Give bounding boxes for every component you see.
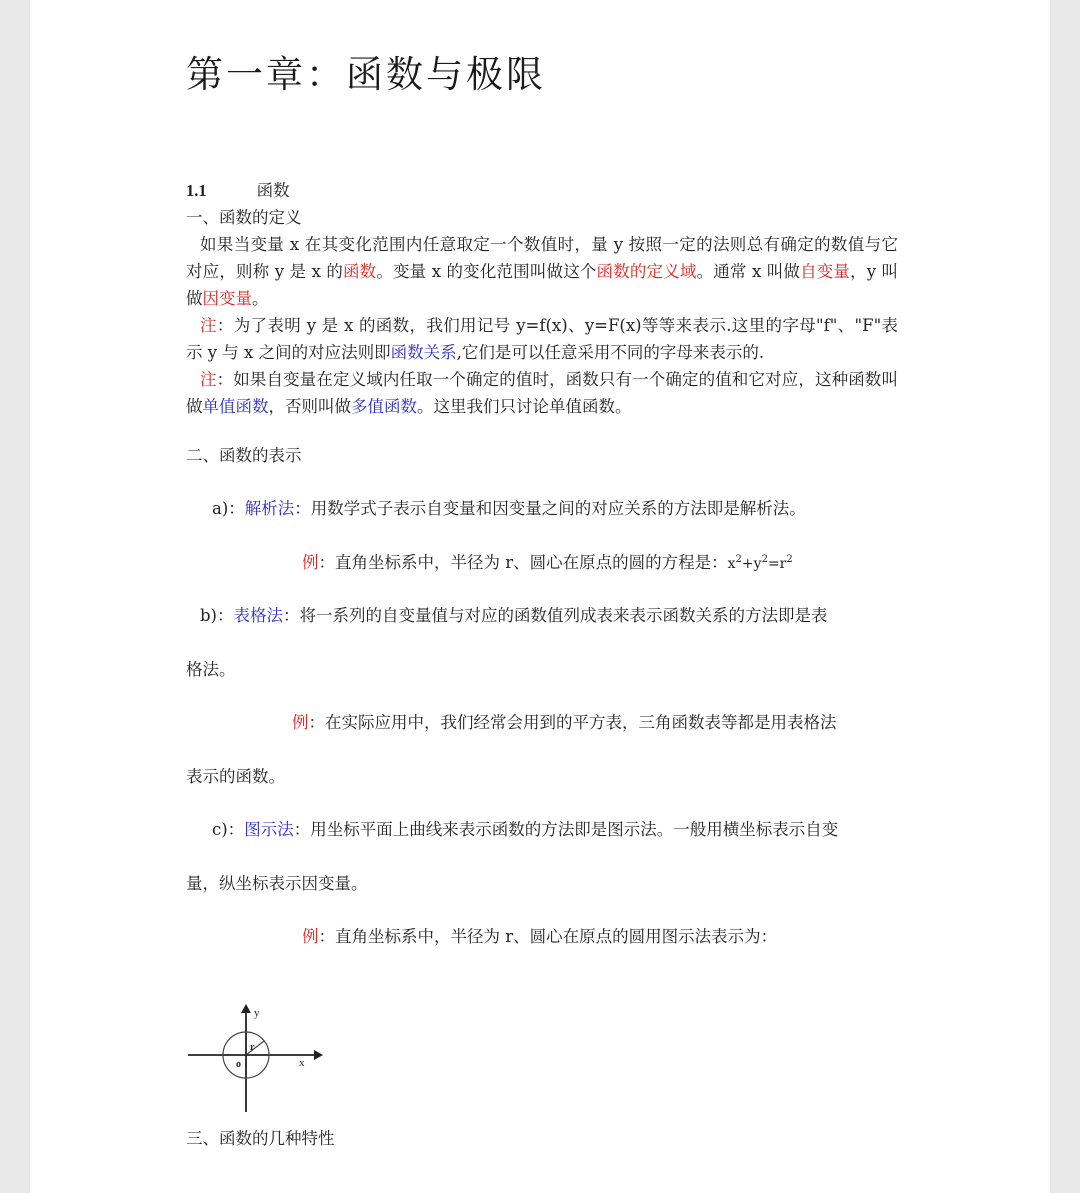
x-axis-label: x: [299, 1057, 305, 1069]
method-table-continued: 格法。: [186, 660, 236, 679]
example-graphic: 例：直角坐标系中，半径为 r、圆心在原点的圆用图示法表示为：: [302, 927, 778, 946]
document-page: [30, 0, 1050, 1193]
term-analytic-method: 解析法: [244, 499, 295, 518]
term-dependent-variable: 因变量: [202, 289, 252, 308]
method-graphic-continued: 量，纵坐标表示因变量。: [186, 874, 368, 893]
radius-label: r: [250, 1042, 255, 1053]
definition-heading: 一、函数的定义: [186, 208, 302, 227]
example-label: 例: [302, 553, 319, 572]
note-label: 注: [200, 370, 217, 389]
section-heading: [186, 177, 290, 204]
origin-label: o: [236, 1059, 241, 1070]
properties-heading: 三、函数的几种特性: [186, 1129, 335, 1148]
term-domain: 函数的定义域: [596, 262, 697, 281]
section-number: 1.1: [186, 181, 207, 200]
y-axis-label: y: [254, 1007, 260, 1019]
y-axis-arrow: [241, 1004, 251, 1013]
example-table-continued: 表示的函数。: [186, 767, 285, 786]
example-analytic: 例：直角坐标系中，半径为 r、圆心在原点的圆的方程是：$x^2+y^2=r^2$: [302, 553, 793, 572]
term-function: 函数: [343, 262, 377, 281]
example-label: 例: [302, 927, 319, 946]
term-independent-variable: 自变量: [800, 262, 851, 281]
term-single-valued: 单值函数: [202, 397, 269, 416]
note-label: 注: [200, 316, 217, 335]
radius-line: [246, 1041, 264, 1055]
method-analytic: a)：解析法：用数学式子表示自变量和因变量之间的对应关系的方法即是解析法。: [212, 499, 806, 518]
representation-heading: 二、函数的表示: [186, 446, 302, 465]
definition-paragraph: 如果当变量 x 在其变化范围内任意取定一个数值时，量 y 按照一定的法则总有确定的数值与它对应，则称 y 是 x 的函数。变量 x 的变化范围叫做这个函数的定义域。通常 x 叫做自变量，y 叫做因变量。: [186, 235, 899, 308]
chapter-title: 第一章：函数与极限: [186, 53, 546, 96]
example-table: 例：在实际应用中，我们经常会用到的平方表，三角函数表等都是用表格法: [292, 713, 837, 732]
note-1: 注：为了表明 y 是 x 的函数，我们用记号 y=f(x)、y=F(x)等等来表示.这里的字母"f"、"F"表示 y 与 x 之间的对应法则即函数关系,它们是可以任意采用不同的字母来表示的.: [186, 316, 899, 362]
circle-equation: $x^2+y^2=r^2$: [727, 554, 793, 572]
circle-diagram: [186, 1000, 336, 1115]
term-graphic-method: 图示法: [244, 820, 294, 839]
method-graphic: c)：图示法：用坐标平面上曲线来表示函数的方法即是图示法。一般用横坐标表示自变: [212, 820, 839, 839]
example-label: 例: [292, 713, 309, 732]
section-name: 函数: [256, 181, 290, 200]
term-function-relation: 函数关系: [390, 343, 457, 362]
method-table: b)：表格法：将一系列的自变量值与对应的函数值列成表来表示函数关系的方法即是表: [200, 606, 828, 625]
x-axis-arrow: [314, 1050, 323, 1060]
term-table-method: 表格法: [233, 606, 283, 625]
term-multi-valued: 多值函数: [351, 397, 417, 416]
note-2: 注：如果自变量在定义域内任取一个确定的值时，函数只有一个确定的值和它对应，这种函数叫做单值函数，否则叫做多值函数。这里我们只讨论单值函数。: [186, 370, 899, 416]
